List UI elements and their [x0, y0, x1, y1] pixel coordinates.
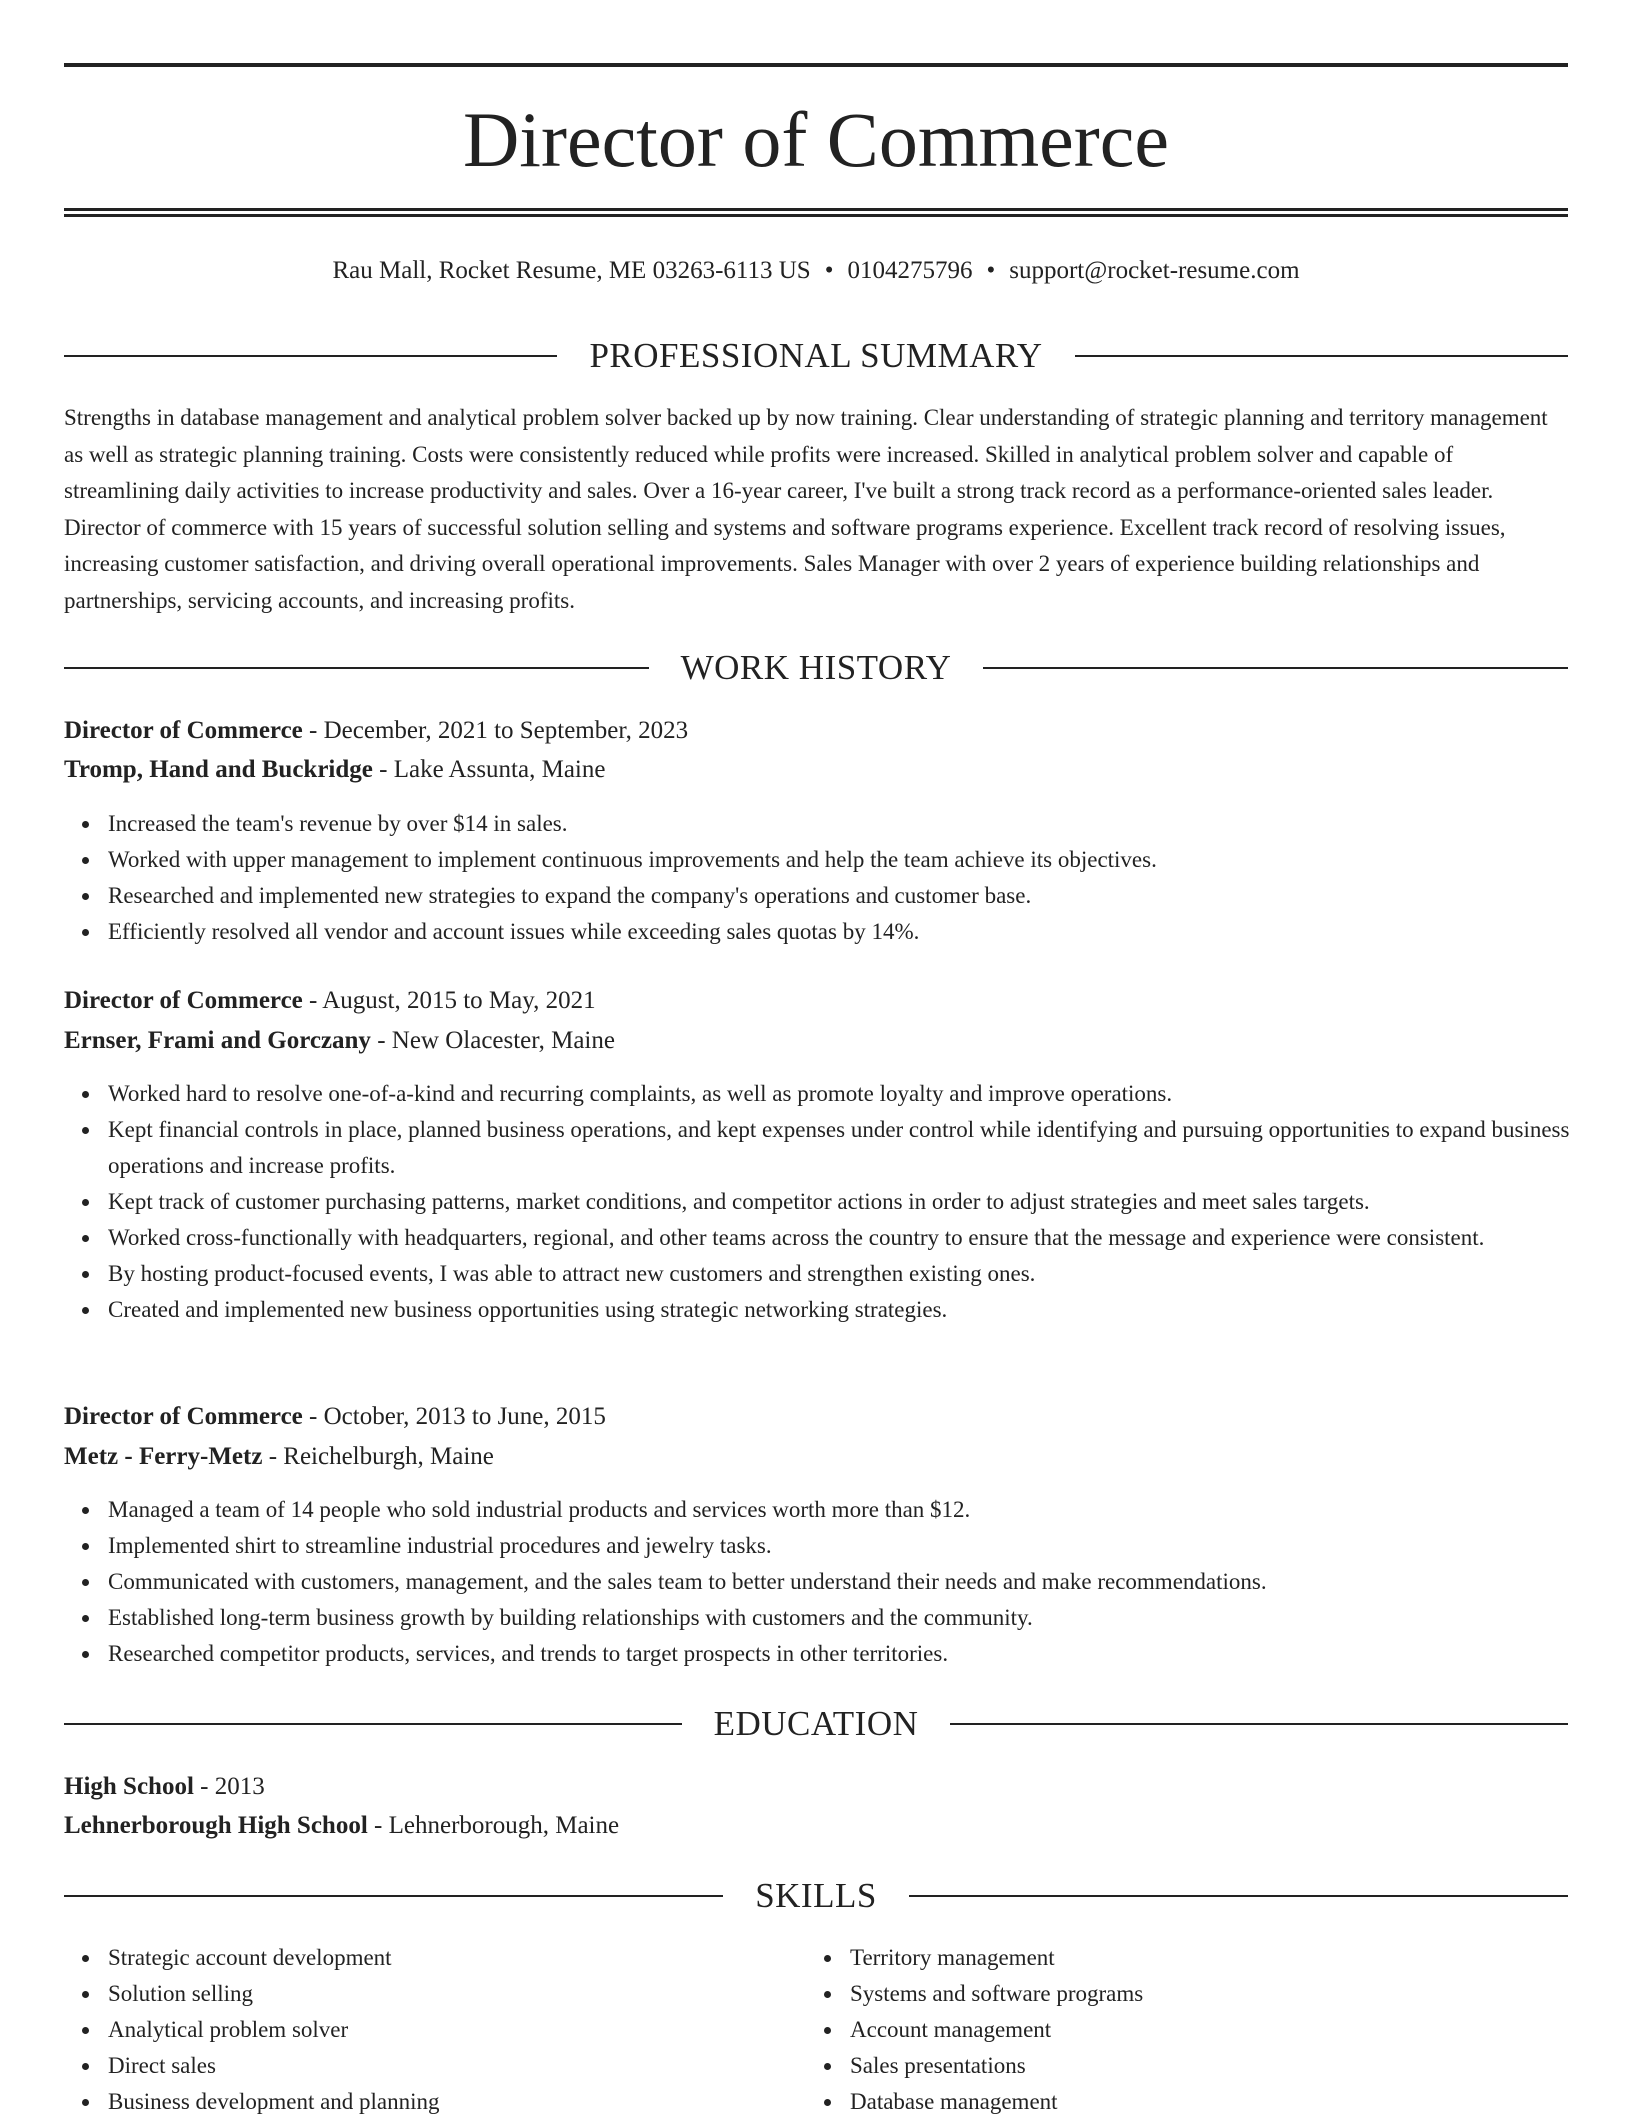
list-item: Efficiently resolved all vendor and account issues while exceeding sales quotas by 14%.	[108, 914, 1612, 950]
job-company: Tromp, Hand and Buckridge	[64, 756, 373, 783]
list-item: Solution selling	[108, 1976, 1612, 2012]
skills-list-right	[806, 1940, 1632, 2120]
contact-line	[64, 254, 1568, 288]
summary-paragraph: Strengths in database management and analytical problem solver backed up by now training. Clear understanding of strategic planning and territory management as well as strategic planning training. Costs were consistently reduced while profits were increased. Skilled in analytical problem solver and capable of streamlining daily activities to increase productivity and sales. Over a 16-year career, I've built a strong track record as a performance-oriented sales leader. Director of commerce with 15 years of successful solution selling and systems and software programs experience. Excellent track record of resolving issues, increasing customer satisfaction, and driving overall operational improvements. Sales Manager with over 2 years of experience building relationships and partnerships, servicing accounts, and increasing profits.	[64, 405, 1548, 613]
list-item: Kept track of customer purchasing patterns, market conditions, and competitor actions in order to adjust strategies and meet sales targets.	[108, 1184, 1612, 1220]
education-heading-text: EDUCATION	[713, 1704, 919, 1743]
job-location: - New Olacester, Maine	[370, 1027, 615, 1054]
summary-heading-text: PROFESSIONAL SUMMARY	[589, 336, 1043, 375]
contact-address: Rau Mall, Rocket Resume, ME 03263-6113 US	[332, 257, 811, 284]
job-title: Director of Commerce	[64, 987, 303, 1014]
skills-heading-text: SKILLS	[755, 1876, 877, 1915]
job-bullets	[64, 1076, 1612, 1328]
heading-rule-left	[64, 1723, 682, 1725]
job-dates: - August, 2015 to May, 2021	[302, 987, 596, 1014]
education-location: - Lehnerborough, Maine	[367, 1812, 620, 1839]
list-item: Researched competitor products, services, and trends to target prospects in other territories.	[108, 1636, 1612, 1672]
list-item: Direct sales	[108, 2048, 1612, 2084]
job-dates: - October, 2013 to June, 2015	[302, 1403, 606, 1430]
job-company: Ernser, Frami and Gorczany	[64, 1027, 371, 1054]
education-school: Lehnerborough High School	[64, 1812, 368, 1839]
list-item: Created and implemented new business opportunities using strategic networking strategies.	[108, 1292, 1612, 1328]
job-bullets	[64, 806, 1612, 950]
job-location: - Lake Assunta, Maine	[372, 756, 606, 783]
education-degree: High School	[64, 1773, 194, 1800]
job-title: Director of Commerce	[64, 1403, 303, 1430]
list-item: Established long-term business growth by building relationships with customers and the community.	[108, 1600, 1612, 1636]
job-title-line	[64, 1399, 1568, 1435]
list-item: Database management	[850, 2084, 1632, 2120]
header-top-rule	[64, 63, 1568, 67]
contact-separator: •	[986, 257, 996, 284]
heading-rule-left	[64, 1895, 723, 1897]
job-company-line	[64, 752, 1568, 788]
work-history-heading	[64, 646, 1568, 690]
heading-rule-right	[1075, 355, 1568, 357]
contact-phone: 0104275796	[847, 257, 973, 284]
contact-separator: •	[824, 257, 834, 284]
list-item: Account management	[850, 2012, 1632, 2048]
job-company: Metz - Ferry-Metz	[64, 1443, 263, 1470]
list-item: Communicated with customers, management, and the sales team to better understand their needs and make recommendations.	[108, 1564, 1612, 1600]
heading-rule-left	[64, 355, 557, 357]
education-school-line	[64, 1808, 1568, 1844]
job-company-line	[64, 1023, 1568, 1059]
job-company-line	[64, 1439, 1568, 1475]
list-item: Systems and software programs	[850, 1976, 1632, 2012]
list-item: Managed a team of 14 people who sold industrial products and services worth more than $12.	[108, 1492, 1612, 1528]
list-item: Implemented shirt to streamline industrial procedures and jewelry tasks.	[108, 1528, 1612, 1564]
list-item: By hosting product-focused events, I was able to attract new customers and strengthen existing ones.	[108, 1256, 1612, 1292]
skills-heading	[64, 1874, 1568, 1918]
job-title-line	[64, 713, 1568, 749]
list-item: Worked cross-functionally with headquarters, regional, and other teams across the country to ensure that the message and experience were consistent.	[108, 1220, 1612, 1256]
education-degree-line	[64, 1769, 1568, 1805]
job-title: Director of Commerce	[64, 717, 303, 744]
resume-name-title: Director of Commerce	[462, 96, 1170, 183]
list-item: Strategic account development	[108, 1940, 1612, 1976]
heading-rule-right	[950, 1723, 1568, 1725]
work-history-heading-text: WORK HISTORY	[680, 648, 952, 687]
education-year: - 2013	[193, 1773, 265, 1800]
job-title-line	[64, 983, 1568, 1019]
heading-rule-right	[909, 1895, 1568, 1897]
list-item: Sales presentations	[850, 2048, 1632, 2084]
job-location: - Reichelburgh, Maine	[262, 1443, 494, 1470]
education-heading	[64, 1702, 1568, 1746]
list-item: Kept financial controls in place, planned business operations, and kept expenses under control while identifying and pursuing opportunities to expand business operations and increase profits.	[108, 1112, 1612, 1184]
header-double-rule	[64, 208, 1568, 217]
list-item: Worked hard to resolve one-of-a-kind and recurring complaints, as well as promote loyalty and improve operations.	[108, 1076, 1612, 1112]
job-dates: - December, 2021 to September, 2023	[302, 717, 689, 744]
contact-email: support@rocket-resume.com	[1009, 257, 1300, 284]
heading-rule-left	[64, 667, 649, 669]
heading-rule-right	[983, 667, 1568, 669]
summary-heading	[64, 334, 1568, 378]
list-item: Business development and planning	[108, 2084, 1612, 2120]
job-bullets	[64, 1492, 1612, 1672]
list-item: Increased the team's revenue by over $14 in sales.	[108, 806, 1612, 842]
list-item: Worked with upper management to implement continuous improvements and help the team achieve its objectives.	[108, 842, 1612, 878]
list-item: Analytical problem solver	[108, 2012, 1612, 2048]
list-item: Researched and implemented new strategies to expand the company's operations and customer base.	[108, 878, 1612, 914]
list-item: Territory management	[850, 1940, 1632, 1976]
